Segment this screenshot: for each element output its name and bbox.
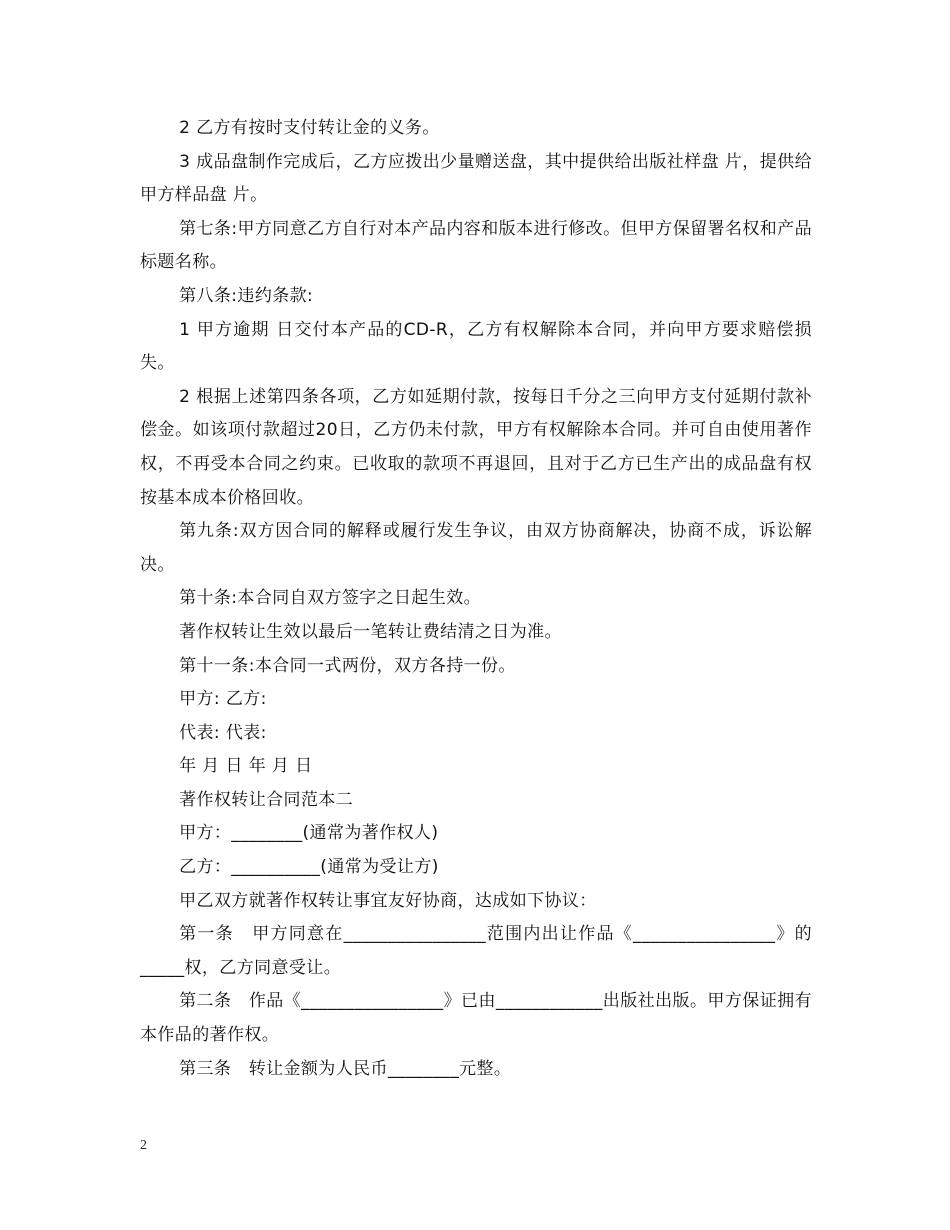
clause-paragraph: 第一条 甲方同意在________________范围内出让作品《________________》的_____权，乙方同意受让。 <box>140 924 812 978</box>
document-body <box>140 112 812 1086</box>
clause-paragraph: 1 甲方逾期 日交付本产品的CD-R，乙方有权解除本合同，并向甲方要求赔偿损失。 <box>140 319 812 374</box>
clause-paragraph: 第二条 作品《________________》已由____________出版社出版。甲方保证拥有本作品的著作权。 <box>140 991 812 1046</box>
section-title: 著作权转让合同范本二 <box>179 789 354 810</box>
date-line: 年 月 日 年 月 日 <box>179 756 313 777</box>
signature-line: 甲方: 乙方: <box>179 689 267 710</box>
party-line: 乙方：__________(通常为受让方) <box>179 857 439 878</box>
party-line: 甲方：________(通常为著作权人) <box>179 823 439 844</box>
clause-paragraph: 第七条:甲方同意乙方自行对本产品内容和版本进行修改。但甲方保留署名权和产品标题名称。 <box>140 218 812 273</box>
clause-heading: 第八条:违约条款: <box>179 285 314 306</box>
clause-paragraph: 第九条:双方因合同的解释或履行发生争议，由双方协商解决，协商不成，诉讼解决。 <box>140 521 812 575</box>
page-number: 2 <box>140 1138 147 1153</box>
signature-line: 代表: 代表: <box>179 722 267 743</box>
clause-paragraph: 2 根据上述第四条各项，乙方如延期付款，按每日千分之三向甲方支付延期付款补偿金。如该项付款超过20日，乙方仍未付款，甲方有权解除本合同。并可自由使用著作权，不再受本合同之约束。已收取的款项不再退回，且对于乙方已生产出的成品盘有权按基本成本价格回收。 <box>140 386 812 508</box>
clause-paragraph: 3 成品盘制作完成后，乙方应拨出少量赠送盘，其中提供给出版社样盘 片，提供给甲方样品盘 片。 <box>140 151 812 206</box>
clause-paragraph: 第十一条:本合同一式两份，双方各持一份。 <box>179 655 516 676</box>
clause-paragraph: 2 乙方有按时支付转让金的义务。 <box>179 118 440 138</box>
clause-paragraph: 著作权转让生效以最后一笔转让费结清之日为准。 <box>179 621 562 642</box>
clause-paragraph: 第三条 转让金额为人民币________元整。 <box>179 1058 512 1079</box>
clause-paragraph: 第十条:本合同自双方签字之日起生效。 <box>179 588 482 609</box>
clause-paragraph: 甲乙双方就著作权转让事宜友好协商，达成如下协议： <box>179 890 597 911</box>
